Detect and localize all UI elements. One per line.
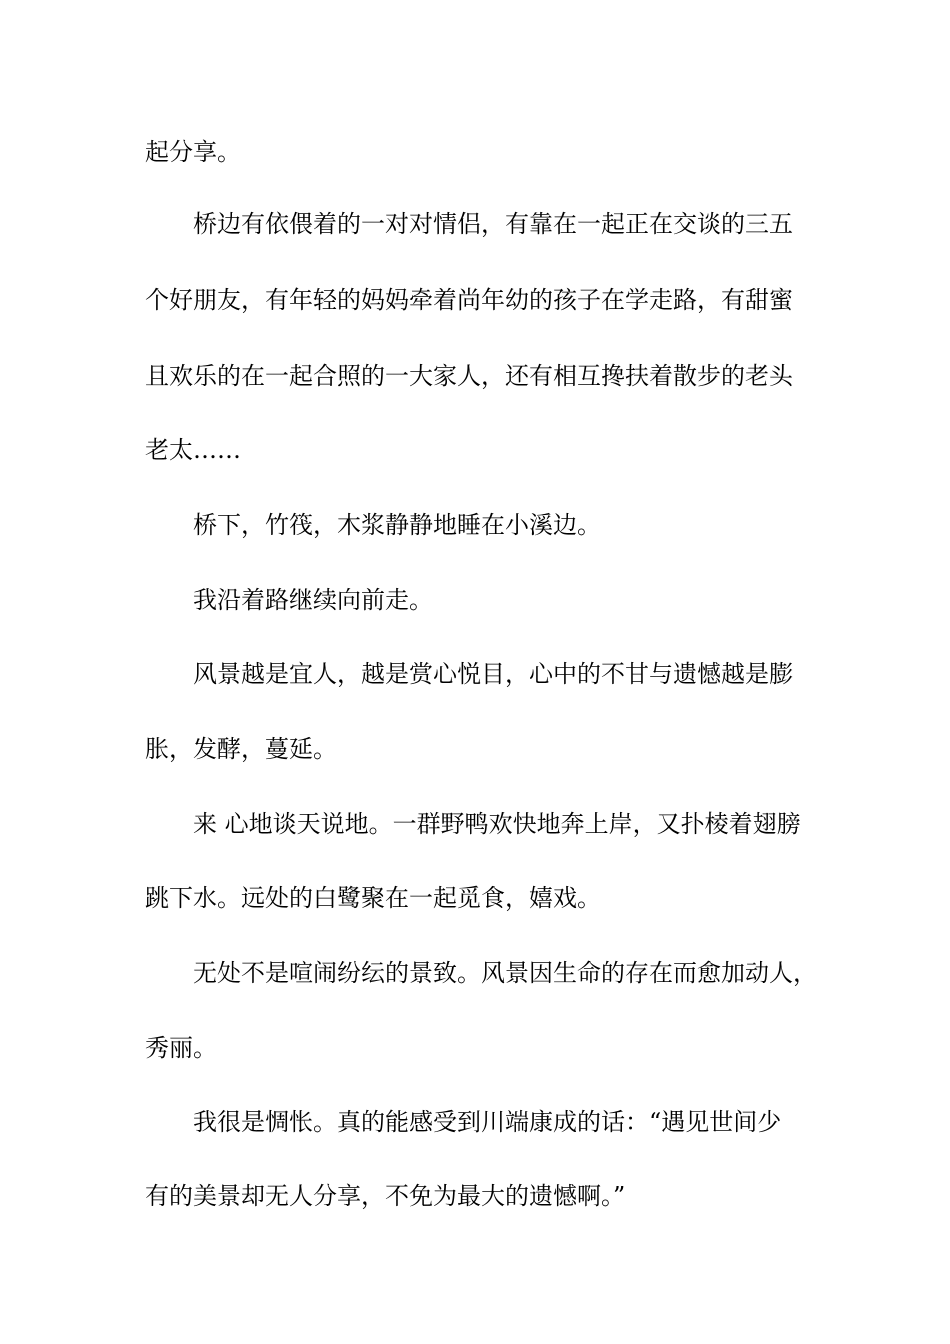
text-line: 跳下水。远处的白鹭聚在一起觅食，嬉戏。 [145,884,601,912]
text-line: 有的美景却无人分享，不免为最大的遗憾啊。” [145,1182,626,1210]
text-line: 且欢乐的在一起合照的一大家人，还有相互搀扶着散步的老头 [145,362,793,390]
text-line: 起分享。 [145,138,241,166]
text-line: 胀，发酵，蔓延。 [145,735,337,763]
paragraph-first-line: 我沿着路继续向前走。 [193,586,433,614]
paragraph-first-line: 桥下，竹筏，木浆静静地睡在小溪边。 [193,511,601,539]
paragraph-first-line: 我很是惆怅。真的能感受到川端康成的话：“遇见世间少 [193,1108,782,1136]
paragraph-first-line: 风景越是宜人，越是赏心悦目，心中的不甘与遗憾越是膨 [193,660,793,688]
paragraph-first-line: 桥边有依偎着的一对对情侣，有靠在一起正在交谈的三五 [193,210,793,238]
text-line: 个好朋友，有年轻的妈妈牵着尚年幼的孩子在学走路，有甜蜜 [145,286,793,314]
paragraph-first-line: 来 心地谈天说地。一群野鸭欢快地奔上岸，又扑棱着翅膀 [193,810,801,838]
text-line: 秀丽。 [145,1034,217,1062]
text-line: 老太…… [145,436,241,464]
paragraph-first-line: 无处不是喧闹纷纭的景致。风景因生命的存在而愈加动人， [193,959,817,987]
